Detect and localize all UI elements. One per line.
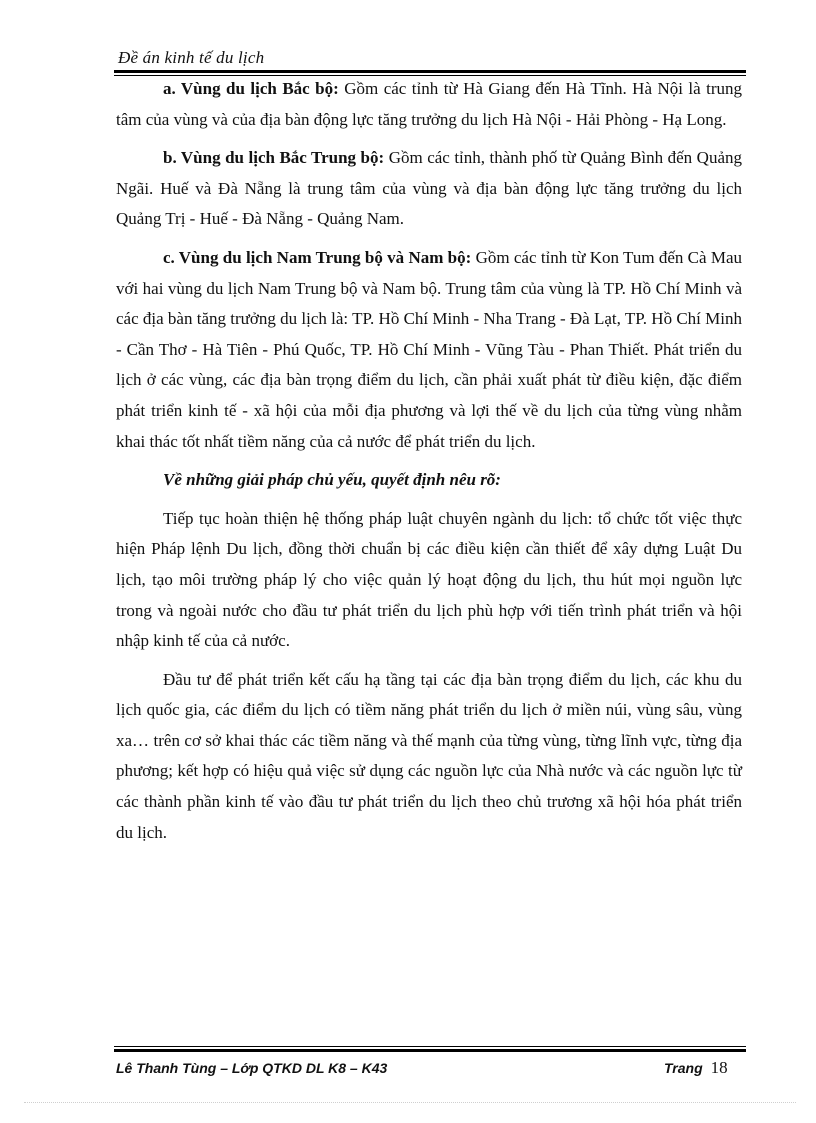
paragraph-text: Gồm các tỉnh từ Hà Giang đến Hà Tĩnh. Hà Nội là trung tâm của vùng và của địa bàn động lực tăng trưởng du lịch Hà Nội - Hải Phòng - Hạ Long. <box>116 79 743 129</box>
paragraph-lead: b. Vùng du lịch Bắc Trung bộ: <box>163 148 385 168</box>
page-label: Trang <box>664 1060 703 1076</box>
paragraph-south-region <box>116 243 742 457</box>
header-title: Đề án kinh tế du lịch <box>118 48 265 67</box>
paragraph-infrastructure: Đầu tư để phát triển kết cấu hạ tầng tại các địa bàn trọng điểm du lịch, các khu du lịch quốc gia, các điểm du lịch có tiềm năng phát triển du lịch ở miền núi, vùng sâu, vùng xa… trên cơ sở khai thác các tiềm năng và thế mạnh của từng vùng, từng lĩnh vực, từng địa phương; kết hợp có hiệu quả việc sử dụng các nguồn lực của Nhà nước và các nguồn lực từ các thành phần kinh tế vào đầu tư phát triển du lịch theo chủ trương xã hội hóa phát triển du lịch. <box>116 669 742 842</box>
footer-author: Lê Thanh Tùng – Lớp QTKD DL K8 – K43 <box>116 1060 388 1076</box>
footer-rule <box>114 1046 746 1047</box>
body-text <box>116 74 742 856</box>
paragraph-north-central-region <box>116 143 742 235</box>
paragraph-lead: c. Vùng du lịch Nam Trung bộ và Nam bộ: <box>163 247 472 267</box>
bottom-dotted-line <box>24 1102 796 1103</box>
footer-page <box>664 1058 728 1078</box>
paragraph-lead: a. Vùng du lịch Bắc bộ: <box>163 79 339 98</box>
section-heading: Về những giải pháp chủ yếu, quyết định nêu rõ: <box>163 470 501 490</box>
paragraph-text: Gồm các tỉnh từ Kon Tum đến Cà Mau với hai vùng du lịch Nam Trung bộ và Nam bộ. Trung tâm của vùng là TP. Hồ Chí Minh và các địa bàn tăng trưởng du lịch là: TP. Hồ Chí Minh - Nha Trang - Đà Lạt, TP. Hồ Chí Minh - Cần Thơ - Hà Tiên - Phú Quốc, TP. Hồ Chí Minh - Vũng Tàu - Phan Thiết. Phát triển du lịch ở các vùng, các địa bàn trọng điểm du lịch, cần phải xuất phát từ điều kiện, đặc điểm phát triển kinh tế - xã hội của mỗi địa phương và lợi thế về du lịch của từng vùng nhằm khai thác tốt nhất tiềm năng của cả nước để phát triển du lịch. <box>116 247 743 451</box>
paragraph-northern-region <box>116 74 742 135</box>
page-number: 18 <box>710 1058 728 1077</box>
paragraph-legal-framework: Tiếp tục hoàn thiện hệ thống pháp luật chuyên ngành du lịch: tổ chức tốt việc thực hiện Pháp lệnh Du lịch, đồng thời chuẩn bị các điều kiện cần thiết để xây dựng Luật Du lịch, tạo môi trường pháp lý cho việc quản lý hoạt động du lịch, thu hút mọi nguồn lực trong và ngoài nước cho đầu tư phát triển du lịch phù hợp với tiến trình phát triển và hội nhập kinh tế của cả nước. <box>116 508 742 651</box>
paragraph-text: Gồm các tỉnh, thành phố từ Quảng Bình đến Quảng Ngãi. Huế và Đà Nẵng là trung tâm của vùng và địa bàn động lực tăng trưởng du lịch Quảng Trị - Huế - Đà Nẵng - Quảng Nam. <box>116 148 742 229</box>
header-rule <box>114 70 746 73</box>
